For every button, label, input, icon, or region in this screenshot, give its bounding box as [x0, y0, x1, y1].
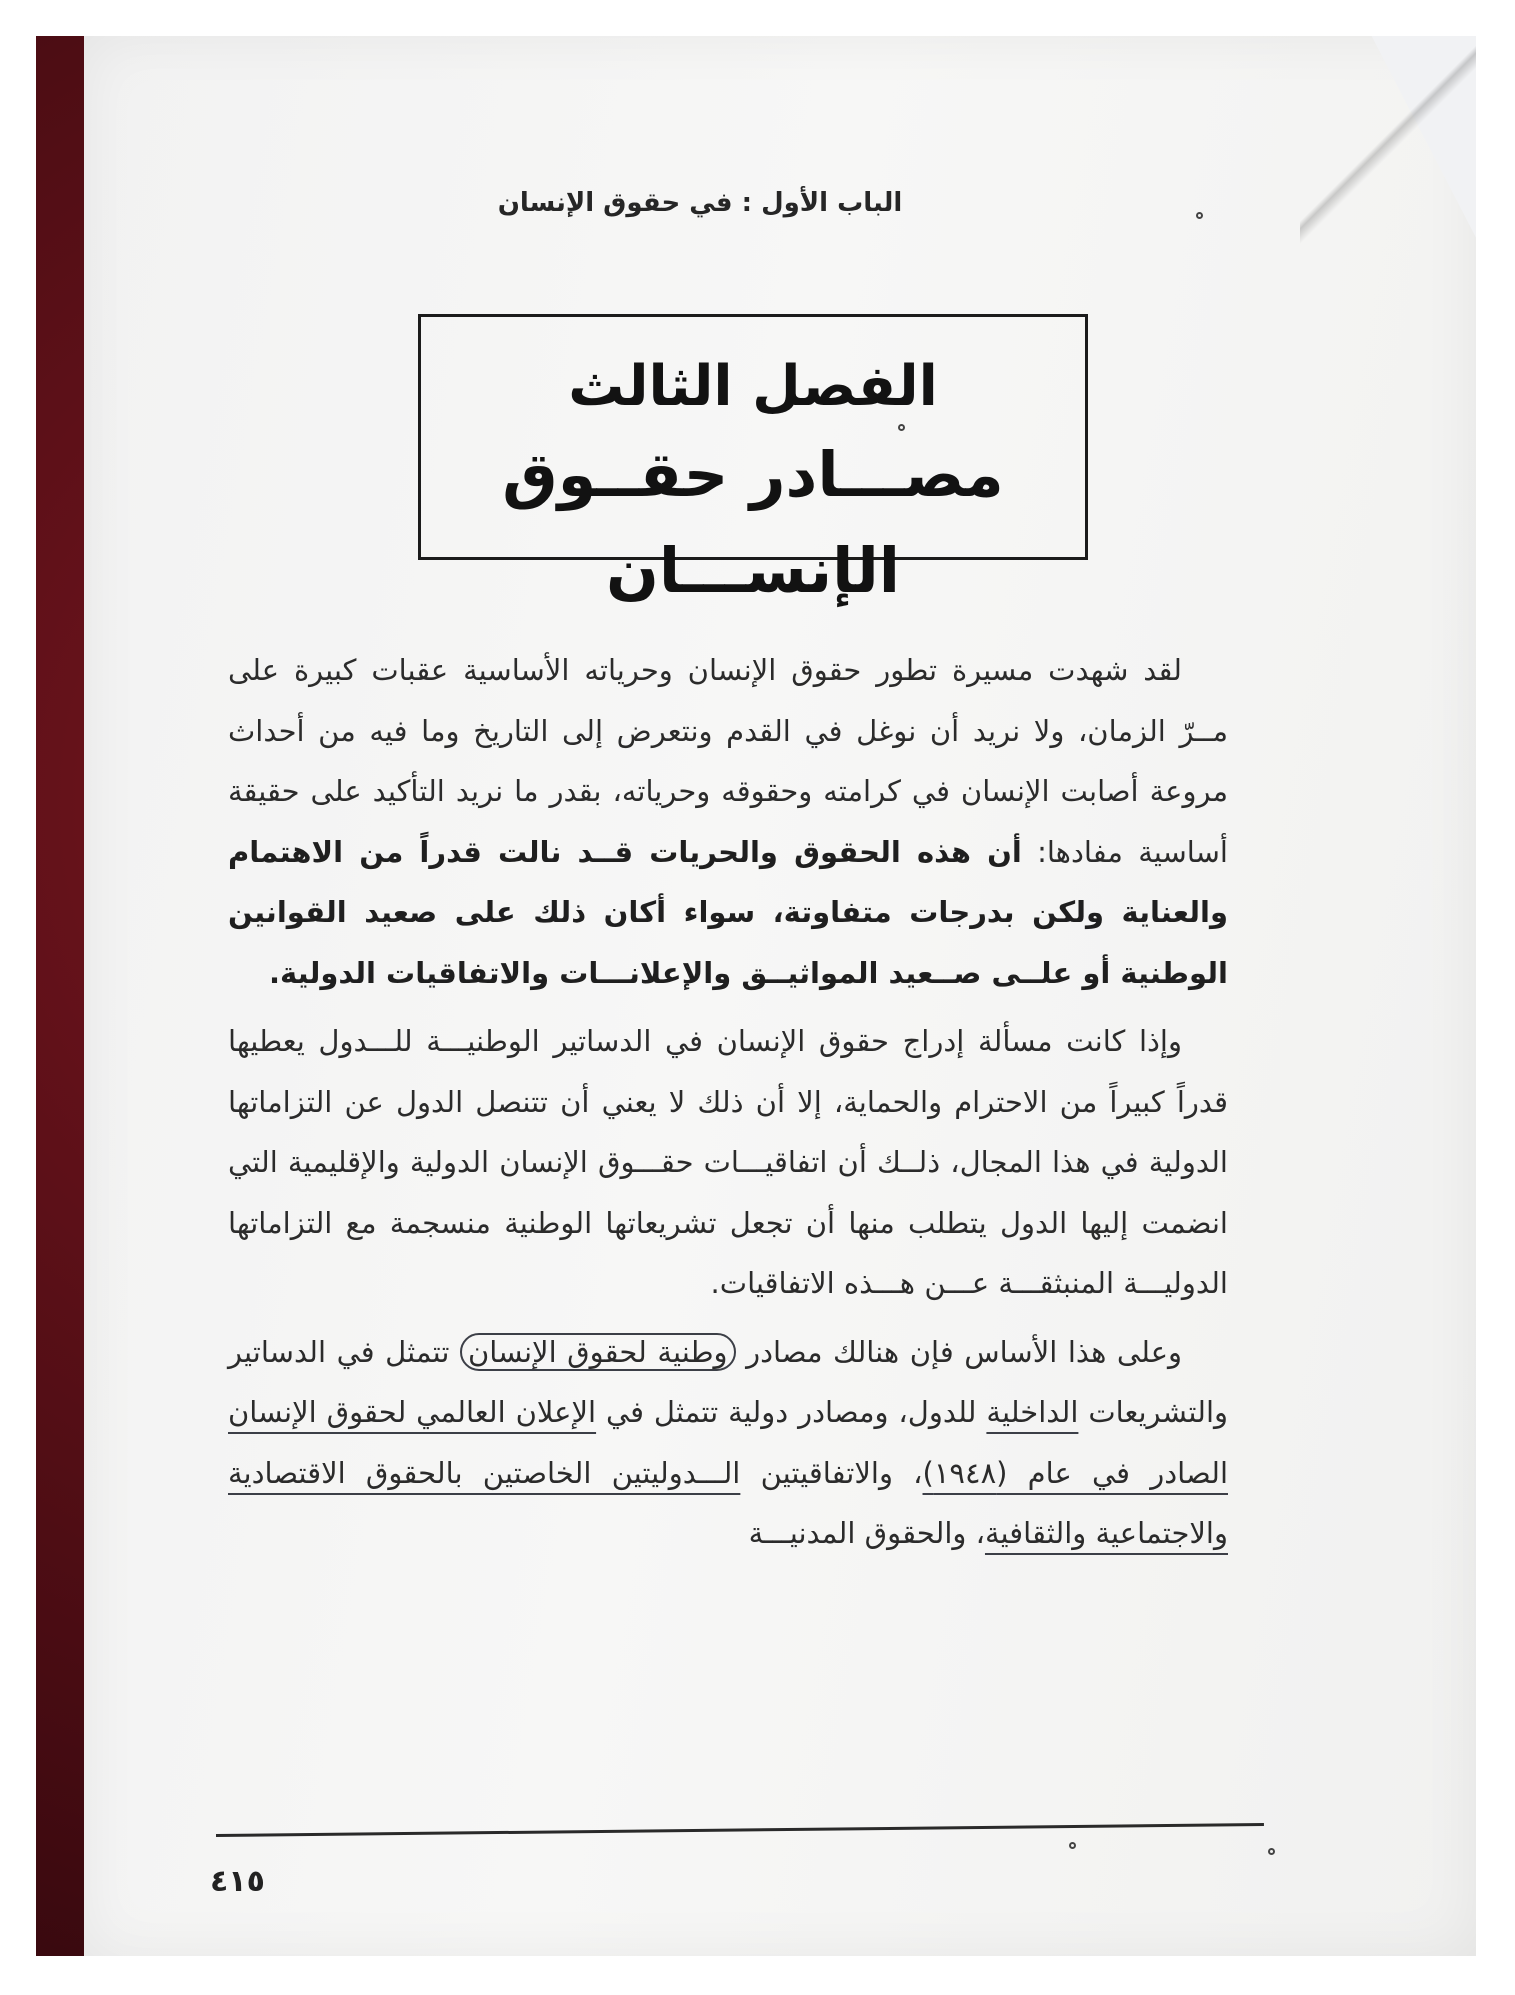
body-text: [228, 640, 1228, 1572]
handwritten-underline: الداخلية: [986, 1395, 1079, 1429]
paragraph: [228, 640, 1228, 1003]
handwritten-circle: وطنية لحقوق الإنسان: [460, 1333, 736, 1371]
paragraph-text: لقد شهدت مسيرة تطور حقوق الإنسان وحرياته الأساسية عقبات كبيرة على مــرّ الزمان، ولا نريد أن نوغل في القدم ونتعرض إلى التاريخ وما فيه من أحداث مروعة أصابت الإنسان في كرامته وحقوقه وحرياته، بقدر ما نريد التأكيد على حقيقة أساسية مفادها:: [228, 653, 1228, 869]
dust-speck: [1069, 1842, 1076, 1849]
chapter-title-box: [418, 314, 1088, 607]
dust-speck: [1268, 1848, 1275, 1855]
running-header: الباب الأول : في حقوق الإنسان: [497, 188, 903, 218]
paragraph-text: ، والحقوق المدنيـــة: [748, 1516, 985, 1550]
dust-speck: [1196, 212, 1203, 219]
paragraph: وإذا كانت مسألة إدراج حقوق الإنسان في الدساتير الوطنيـــة للـــدول يعطيها قدراً كبيراً من الاحترام والحماية، إلا أن ذلك لا يعني أن تتنصل الدول عن التزاماتها الدولية في هذا المجال، ذلــك أن اتفاقيـــات حقـــوق الإنسان الدولية والإقليمية التي انضمت إليها الدول يتطلب منها أن تجعل تشريعاتها الوطنية منسجمة مع التزاماتها الدوليـــة المنبثقـــة عـــن هـــذه الاتفاقيات.: [228, 1024, 1228, 1300]
handwritten-underline: الـــدوليتين الخاصتين بالحقوق الاقتصادية والاجتماعية والثقافية: [228, 1455, 1228, 1550]
paragraph-text: وعلى هذا الأساس فإن هنالك مصادر: [746, 1334, 1183, 1369]
chapter-title: مصـــادر حقــوق الإنســـان: [502, 438, 1004, 607]
paragraph-text: ، والاتفاقيتين: [760, 1455, 923, 1490]
paragraph-text: للدول، ومصادر دولية تتمثل في: [605, 1395, 977, 1429]
paragraph-text: تتمثل في الدساتير والتشريعات: [228, 1334, 1229, 1429]
bold-emphasis: أن هذه الحقوق والحريات قــد نالت قدراً من الاهتمام والعناية ولكن بدرجات متفاوتة، سواء أكان ذلك على صعيد القوانين الوطنية أو علــى صــعيد المواثيــق والإعلانـــات والاتفاقيات الدولية.: [228, 834, 1228, 990]
page-number: ٤١٥: [210, 1864, 265, 1899]
paragraph: [228, 1322, 1228, 1564]
chapter-number: الفصل الثالث: [568, 354, 938, 419]
handwritten-underline: الإعلان العالمي لحقوق الإنسان الصادر في عام (١٩٤٨): [228, 1395, 1228, 1490]
